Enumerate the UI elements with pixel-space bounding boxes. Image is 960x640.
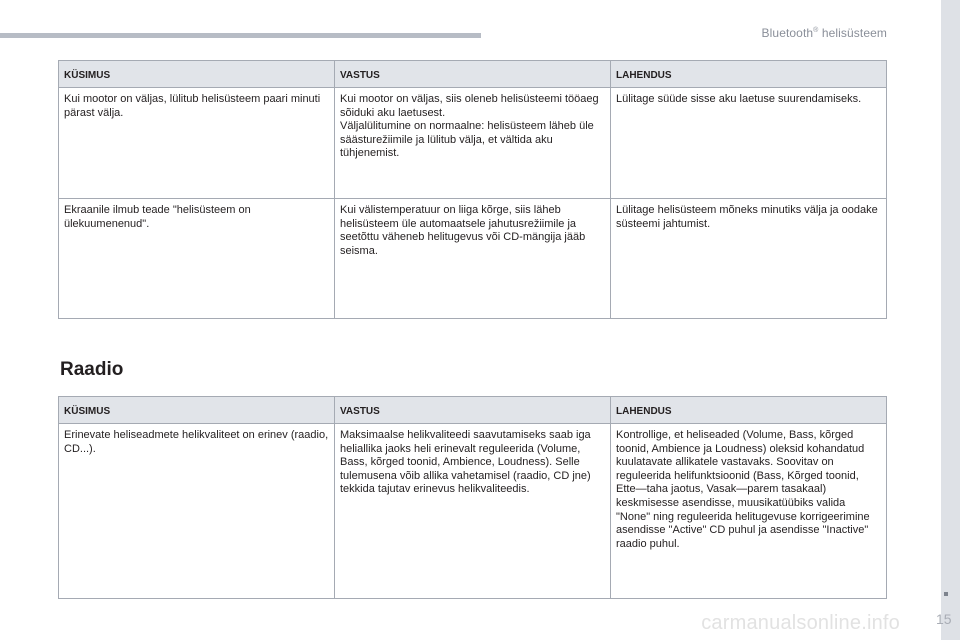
- header-rule: [0, 33, 481, 38]
- header-solution: LAHENDUS: [611, 61, 887, 88]
- header-title-rest: helisüsteem: [818, 26, 887, 40]
- registered-mark: ®: [813, 27, 819, 34]
- cell-answer: Kui välistemperatuur on liiga kõrge, siis läheb helisüsteem üle automaatsele jahutusrežiimile ja seetõttu väheneb helitugevus või CD-mängija jääb seisma.: [335, 199, 611, 319]
- page-header-title: [762, 26, 887, 40]
- table-row: [59, 424, 887, 599]
- side-tab-bar: [941, 0, 960, 640]
- header-solution: LAHENDUS: [611, 397, 887, 424]
- cell-solution: Lülitage süüde sisse aku laetuse suurendamiseks.: [611, 88, 887, 199]
- side-marker: [944, 592, 948, 596]
- header-question: KÜSIMUS: [59, 61, 335, 88]
- watermark-text: carmanualsonline.info: [701, 612, 900, 634]
- troubleshooting-table-general: [58, 60, 887, 319]
- section-title-radio: Raadio: [60, 359, 124, 380]
- cell-solution: Kontrollige, et heliseaded (Volume, Bass, kõrged toonid, Ambience ja Loudness) oleksid kohandatud kuulatavate allikatele vastavaks. Soovitav on reguleerida helifunktsioonid (Bass, Kõrged toonid, Ette—taha jaotus, Vasak—parem tasakaal) keskmisesse asendisse, muusikatüübiks valida "None" ning reguleerida helitugevuse korrigeerimine asendisse "Active" CD puhul ja asendisse "Inactive" raadio puhul.: [611, 424, 887, 599]
- cell-question: Kui mootor on väljas, lülitub helisüsteem paari minuti pärast välja.: [59, 88, 335, 199]
- cell-question: Ekraanile ilmub teade "helisüsteem on ülekuumenenud".: [59, 199, 335, 319]
- header-question: KÜSIMUS: [59, 397, 335, 424]
- table-row: [59, 199, 887, 319]
- header-title-main: Bluetooth: [761, 26, 814, 40]
- header-answer: VASTUS: [335, 397, 611, 424]
- table-header-row: [59, 397, 887, 424]
- cell-answer: Kui mootor on väljas, siis oleneb helisüsteemi tööaeg sõiduki aku laetusest. Väljalülitumine on normaalne: helisüsteem läheb üle säästurežiimile ja lülitub välja, et vältida aku tühjenemist.: [335, 88, 611, 199]
- page-number: 15: [936, 611, 952, 627]
- table-header-row: [59, 61, 887, 88]
- cell-answer: Maksimaalse helikvaliteedi saavutamiseks saab iga heliallika jaoks heli erinevalt reguleerida (Volume, Bass, kõrged toonid, Ambience, Loudness). Selle tulemusena võib allika vahetamisel (raadio, CD jne) tekkida tajutav erinevus helikvaliteedis.: [335, 424, 611, 599]
- header-answer: VASTUS: [335, 61, 611, 88]
- table-row: [59, 88, 887, 199]
- cell-question: Erinevate heliseadmete helikvaliteet on erinev (raadio, CD...).: [59, 424, 335, 599]
- cell-solution: Lülitage helisüsteem mõneks minutiks välja ja oodake süsteemi jahtumist.: [611, 199, 887, 319]
- troubleshooting-table-radio: [58, 396, 887, 599]
